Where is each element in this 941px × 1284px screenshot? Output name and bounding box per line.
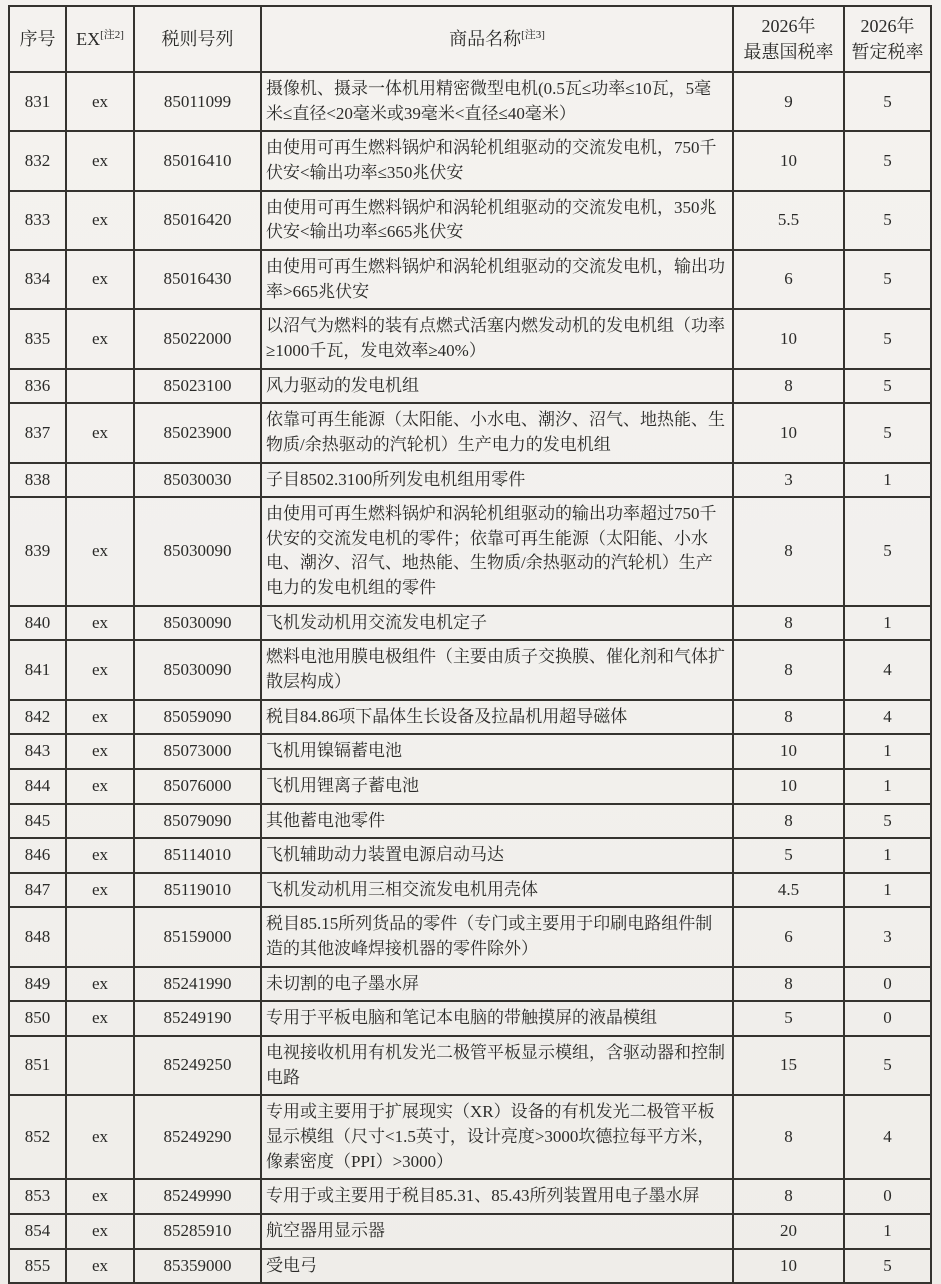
cell-index: 844 <box>9 769 66 804</box>
cell-ex: ex <box>66 967 134 1002</box>
cell-index: 843 <box>9 734 66 769</box>
cell-ex: ex <box>66 1095 134 1179</box>
table-row <box>9 250 931 309</box>
cell-provisional-rate: 5 <box>844 403 931 462</box>
cell-provisional-rate: 4 <box>844 640 931 699</box>
cell-provisional-rate: 5 <box>844 369 931 404</box>
cell-index: 839 <box>9 497 66 606</box>
table-row <box>9 967 931 1002</box>
cell-name: 专用于平板电脑和笔记本电脑的带触摸屏的液晶模组 <box>261 1001 733 1036</box>
cell-mfn-rate: 8 <box>733 1179 844 1214</box>
cell-name: 由使用可再生燃料锅炉和涡轮机组驱动的输出功率超过750千伏安的交流发电机的零件；依靠可再生能源（太阳能、小水电、潮汐、沼气、地热能、生物质/余热驱动的汽轮机）生产电力的发电机组的零件 <box>261 497 733 606</box>
cell-provisional-rate: 5 <box>844 497 931 606</box>
table-body <box>9 72 931 1283</box>
cell-mfn-rate: 8 <box>733 804 844 839</box>
cell-index: 852 <box>9 1095 66 1179</box>
table-row <box>9 769 931 804</box>
table-row <box>9 463 931 498</box>
cell-mfn-rate: 8 <box>733 640 844 699</box>
header-ex-note: [注2] <box>100 29 124 42</box>
cell-name: 专用或主要用于扩展现实（XR）设备的有机发光二极管平板显示模组（尺寸<1.5英寸，设计亮度>3000坎德拉每平方米，像素密度（PPI）>3000） <box>261 1095 733 1179</box>
cell-index: 834 <box>9 250 66 309</box>
cell-ex: ex <box>66 606 134 641</box>
cell-name: 未切割的电子墨水屏 <box>261 967 733 1002</box>
cell-provisional-rate: 0 <box>844 1179 931 1214</box>
cell-index: 846 <box>9 838 66 873</box>
cell-mfn-rate: 6 <box>733 907 844 966</box>
cell-name: 风力驱动的发电机组 <box>261 369 733 404</box>
cell-mfn-rate: 6 <box>733 250 844 309</box>
cell-name: 摄像机、摄录一体机用精密微型电机(0.5瓦≤功率≤10瓦，5毫米≤直径<20毫米或39毫米<直径≤40毫米） <box>261 72 733 131</box>
cell-mfn-rate: 8 <box>733 497 844 606</box>
cell-code: 85249250 <box>134 1036 261 1095</box>
cell-code: 85030090 <box>134 606 261 641</box>
cell-name: 燃料电池用膜电极组件（主要由质子交换膜、催化剂和气体扩散层构成） <box>261 640 733 699</box>
table-row <box>9 1001 931 1036</box>
cell-index: 840 <box>9 606 66 641</box>
cell-name: 电视接收机用有机发光二极管平板显示模组，含驱动器和控制电路 <box>261 1036 733 1095</box>
table-row <box>9 873 931 908</box>
cell-code: 85249990 <box>134 1179 261 1214</box>
cell-provisional-rate: 5 <box>844 191 931 250</box>
header-name-label: 商品名称 <box>449 29 522 50</box>
cell-code: 85249190 <box>134 1001 261 1036</box>
table-row <box>9 309 931 368</box>
cell-index: 832 <box>9 131 66 190</box>
header-mfn-rate <box>733 6 844 72</box>
table-row <box>9 1095 931 1179</box>
cell-code: 85022000 <box>134 309 261 368</box>
cell-code: 85030090 <box>134 497 261 606</box>
cell-provisional-rate: 4 <box>844 1095 931 1179</box>
cell-ex: ex <box>66 131 134 190</box>
header-prov-year: 2026年 <box>860 16 915 36</box>
cell-code: 85016420 <box>134 191 261 250</box>
cell-code: 85076000 <box>134 769 261 804</box>
cell-ex: ex <box>66 873 134 908</box>
cell-mfn-rate: 10 <box>733 403 844 462</box>
cell-provisional-rate: 5 <box>844 72 931 131</box>
header-prov-label: 暂定税率 <box>851 42 924 63</box>
cell-ex <box>66 463 134 498</box>
cell-ex: ex <box>66 1001 134 1036</box>
table-row <box>9 838 931 873</box>
cell-provisional-rate: 3 <box>844 907 931 966</box>
cell-provisional-rate: 4 <box>844 700 931 735</box>
cell-mfn-rate: 3 <box>733 463 844 498</box>
cell-name: 飞机发动机用交流发电机定子 <box>261 606 733 641</box>
cell-mfn-rate: 5 <box>733 1001 844 1036</box>
cell-provisional-rate: 5 <box>844 804 931 839</box>
header-index-label: 序号 <box>19 29 56 50</box>
cell-code: 85016430 <box>134 250 261 309</box>
tariff-table <box>8 5 932 1284</box>
cell-index: 841 <box>9 640 66 699</box>
header-name <box>261 6 733 72</box>
cell-ex: ex <box>66 838 134 873</box>
header-code-label: 税则号列 <box>161 29 234 50</box>
cell-code: 85030030 <box>134 463 261 498</box>
table-row <box>9 1214 931 1249</box>
cell-index: 835 <box>9 309 66 368</box>
table-row <box>9 403 931 462</box>
cell-index: 849 <box>9 967 66 1002</box>
cell-name: 其他蓄电池零件 <box>261 804 733 839</box>
cell-code: 85285910 <box>134 1214 261 1249</box>
table-row <box>9 640 931 699</box>
cell-name: 飞机辅助动力装置电源启动马达 <box>261 838 733 873</box>
cell-name: 以沼气为燃料的装有点燃式活塞内燃发动机的发电机组（功率≥1000千瓦，发电效率≥40%） <box>261 309 733 368</box>
cell-index: 853 <box>9 1179 66 1214</box>
cell-provisional-rate: 1 <box>844 734 931 769</box>
cell-mfn-rate: 8 <box>733 967 844 1002</box>
cell-ex: ex <box>66 734 134 769</box>
cell-name: 飞机发动机用三相交流发电机用壳体 <box>261 873 733 908</box>
cell-provisional-rate: 5 <box>844 1249 931 1284</box>
cell-ex <box>66 1036 134 1095</box>
table-row <box>9 191 931 250</box>
header-ex <box>66 6 134 72</box>
header-index <box>9 6 66 72</box>
cell-mfn-rate: 10 <box>733 309 844 368</box>
cell-mfn-rate: 10 <box>733 131 844 190</box>
header-name-note: [注3] <box>521 29 545 42</box>
cell-index: 855 <box>9 1249 66 1284</box>
cell-code: 85016410 <box>134 131 261 190</box>
cell-ex <box>66 369 134 404</box>
table-row <box>9 734 931 769</box>
cell-code: 85159000 <box>134 907 261 966</box>
cell-mfn-rate: 4.5 <box>733 873 844 908</box>
cell-name: 受电弓 <box>261 1249 733 1284</box>
cell-provisional-rate: 5 <box>844 1036 931 1095</box>
table-row <box>9 1179 931 1214</box>
cell-ex: ex <box>66 769 134 804</box>
cell-mfn-rate: 9 <box>733 72 844 131</box>
cell-ex <box>66 907 134 966</box>
cell-index: 848 <box>9 907 66 966</box>
cell-code: 85249290 <box>134 1095 261 1179</box>
cell-name: 依靠可再生能源（太阳能、小水电、潮汐、沼气、地热能、生物质/余热驱动的汽轮机）生产电力的发电机组 <box>261 403 733 462</box>
cell-provisional-rate: 5 <box>844 309 931 368</box>
cell-ex: ex <box>66 700 134 735</box>
cell-mfn-rate: 8 <box>733 700 844 735</box>
cell-index: 847 <box>9 873 66 908</box>
cell-code: 85073000 <box>134 734 261 769</box>
cell-index: 836 <box>9 369 66 404</box>
cell-mfn-rate: 10 <box>733 734 844 769</box>
cell-provisional-rate: 1 <box>844 463 931 498</box>
header-ex-label: EX <box>76 29 101 50</box>
table-row <box>9 606 931 641</box>
header-provisional-rate <box>844 6 931 72</box>
header-row <box>9 6 931 72</box>
cell-name: 由使用可再生燃料锅炉和涡轮机组驱动的交流发电机，输出功率>665兆伏安 <box>261 250 733 309</box>
cell-name: 航空器用显示器 <box>261 1214 733 1249</box>
cell-index: 837 <box>9 403 66 462</box>
cell-code: 85079090 <box>134 804 261 839</box>
table-row <box>9 369 931 404</box>
cell-code: 85114010 <box>134 838 261 873</box>
cell-index: 854 <box>9 1214 66 1249</box>
cell-name: 由使用可再生燃料锅炉和涡轮机组驱动的交流发电机，350兆伏安<输出功率≤665兆伏安 <box>261 191 733 250</box>
cell-name: 飞机用镍镉蓄电池 <box>261 734 733 769</box>
cell-name: 税目85.15所列货品的零件（专门或主要用于印刷电路组件制造的其他波峰焊接机器的零件除外） <box>261 907 733 966</box>
cell-mfn-rate: 8 <box>733 1095 844 1179</box>
cell-mfn-rate: 8 <box>733 369 844 404</box>
cell-ex: ex <box>66 640 134 699</box>
cell-provisional-rate: 1 <box>844 838 931 873</box>
cell-ex: ex <box>66 72 134 131</box>
cell-mfn-rate: 8 <box>733 606 844 641</box>
cell-code: 85059090 <box>134 700 261 735</box>
cell-mfn-rate: 15 <box>733 1036 844 1095</box>
cell-index: 850 <box>9 1001 66 1036</box>
cell-ex: ex <box>66 497 134 606</box>
cell-index: 831 <box>9 72 66 131</box>
cell-ex: ex <box>66 1214 134 1249</box>
cell-code: 85023900 <box>134 403 261 462</box>
table-row <box>9 804 931 839</box>
cell-provisional-rate: 1 <box>844 606 931 641</box>
cell-ex: ex <box>66 1179 134 1214</box>
cell-code: 85241990 <box>134 967 261 1002</box>
table-row <box>9 72 931 131</box>
cell-provisional-rate: 5 <box>844 131 931 190</box>
cell-name: 飞机用锂离子蓄电池 <box>261 769 733 804</box>
cell-index: 845 <box>9 804 66 839</box>
cell-index: 838 <box>9 463 66 498</box>
cell-code: 85030090 <box>134 640 261 699</box>
table-row <box>9 907 931 966</box>
cell-provisional-rate: 5 <box>844 250 931 309</box>
cell-provisional-rate: 1 <box>844 1214 931 1249</box>
cell-index: 833 <box>9 191 66 250</box>
cell-provisional-rate: 0 <box>844 1001 931 1036</box>
cell-name: 由使用可再生燃料锅炉和涡轮机组驱动的交流发电机，750千伏安<输出功率≤350兆伏安 <box>261 131 733 190</box>
cell-code: 85023100 <box>134 369 261 404</box>
cell-ex: ex <box>66 250 134 309</box>
cell-mfn-rate: 10 <box>733 769 844 804</box>
table-row <box>9 1036 931 1095</box>
cell-ex: ex <box>66 191 134 250</box>
header-mfn-year: 2026年 <box>761 16 816 36</box>
cell-ex <box>66 804 134 839</box>
cell-name: 子目8502.3100所列发电机组用零件 <box>261 463 733 498</box>
cell-provisional-rate: 1 <box>844 873 931 908</box>
cell-provisional-rate: 0 <box>844 967 931 1002</box>
table-header <box>9 6 931 72</box>
cell-mfn-rate: 10 <box>733 1249 844 1284</box>
table-row <box>9 131 931 190</box>
cell-ex: ex <box>66 1249 134 1284</box>
table-row <box>9 700 931 735</box>
header-code <box>134 6 261 72</box>
cell-provisional-rate: 1 <box>844 769 931 804</box>
cell-code: 85359000 <box>134 1249 261 1284</box>
cell-mfn-rate: 5 <box>733 838 844 873</box>
table-row <box>9 497 931 606</box>
cell-ex: ex <box>66 309 134 368</box>
cell-mfn-rate: 20 <box>733 1214 844 1249</box>
cell-code: 85011099 <box>134 72 261 131</box>
table-row <box>9 1249 931 1284</box>
cell-name: 税目84.86项下晶体生长设备及拉晶机用超导磁体 <box>261 700 733 735</box>
cell-index: 851 <box>9 1036 66 1095</box>
cell-ex: ex <box>66 403 134 462</box>
header-mfn-label: 最惠国税率 <box>743 42 834 63</box>
cell-index: 842 <box>9 700 66 735</box>
cell-code: 85119010 <box>134 873 261 908</box>
cell-mfn-rate: 5.5 <box>733 191 844 250</box>
cell-name: 专用于或主要用于税目85.31、85.43所列装置用电子墨水屏 <box>261 1179 733 1214</box>
